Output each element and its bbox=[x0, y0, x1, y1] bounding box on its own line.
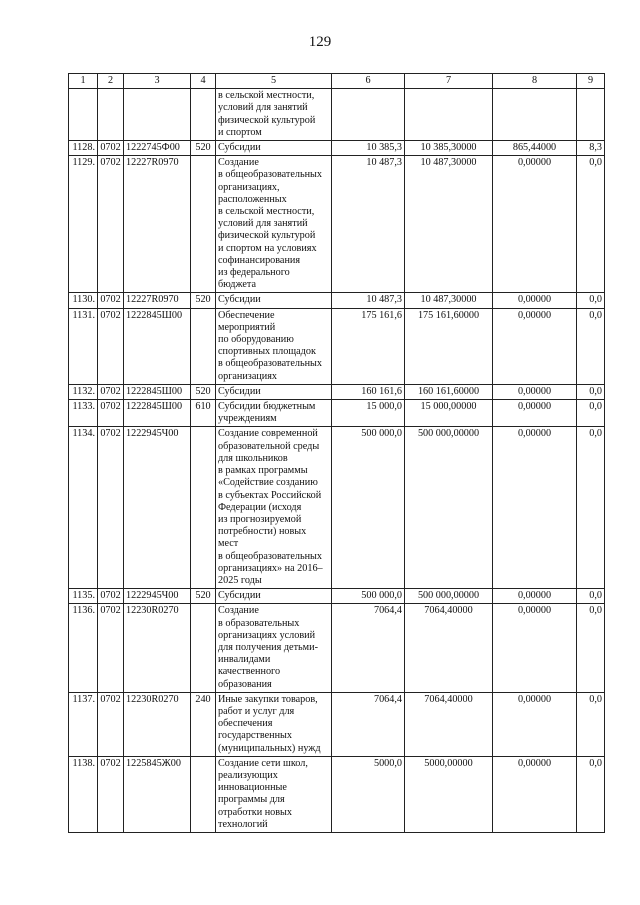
target-article-code bbox=[124, 89, 191, 141]
executed-amount: 0,00000 bbox=[493, 589, 577, 604]
table-row bbox=[69, 756, 605, 832]
executed-amount bbox=[493, 89, 577, 141]
row-number: 1134. bbox=[69, 427, 98, 589]
row-number: 1135. bbox=[69, 589, 98, 604]
executed-amount: 0,00000 bbox=[493, 692, 577, 756]
target-article-code: 12230R0270 bbox=[124, 692, 191, 756]
expense-type-code: 240 bbox=[191, 692, 216, 756]
table-row bbox=[69, 604, 605, 692]
executed-amount: 0,00000 bbox=[493, 427, 577, 589]
planned-amount: 175 161,60000 bbox=[405, 308, 493, 384]
table-row bbox=[69, 156, 605, 293]
target-article-code: 1222745Ф00 bbox=[124, 141, 191, 156]
header-col-8: 8 bbox=[493, 74, 577, 89]
table-row bbox=[69, 692, 605, 756]
header-col-1: 1 bbox=[69, 74, 98, 89]
percent-executed: 0,0 bbox=[577, 756, 605, 832]
section-code: 0702 bbox=[98, 756, 124, 832]
expense-type-code bbox=[191, 89, 216, 141]
page-number: 129 bbox=[308, 34, 332, 50]
description: Субсидии bbox=[216, 589, 332, 604]
planned-amount: 500 000,00000 bbox=[405, 589, 493, 604]
target-article-code: 1222945Ч00 bbox=[124, 427, 191, 589]
expense-type-code: 520 bbox=[191, 141, 216, 156]
section-code: 0702 bbox=[98, 384, 124, 399]
description: Субсидии bbox=[216, 293, 332, 308]
row-number: 1137. bbox=[69, 692, 98, 756]
expense-type-code bbox=[191, 604, 216, 692]
expense-type-code bbox=[191, 427, 216, 589]
header-col-2: 2 bbox=[98, 74, 124, 89]
approved-amount: 15 000,0 bbox=[332, 400, 405, 427]
approved-amount: 160 161,6 bbox=[332, 384, 405, 399]
row-number: 1138. bbox=[69, 756, 98, 832]
percent-executed: 0,0 bbox=[577, 293, 605, 308]
section-code: 0702 bbox=[98, 141, 124, 156]
header-col-3: 3 bbox=[124, 74, 191, 89]
header-col-4: 4 bbox=[191, 74, 216, 89]
planned-amount: 500 000,00000 bbox=[405, 427, 493, 589]
description: Создание в образовательных организациях условий для получения детьми- инвалидами качественного образования bbox=[216, 604, 332, 692]
row-number: 1136. bbox=[69, 604, 98, 692]
section-code: 0702 bbox=[98, 692, 124, 756]
percent-executed: 0,0 bbox=[577, 156, 605, 293]
description: Создание сети школ, реализующих инновационные программы для отработки новых технологий bbox=[216, 756, 332, 832]
approved-amount: 10 487,3 bbox=[332, 156, 405, 293]
expense-type-code bbox=[191, 156, 216, 293]
header-col-6: 6 bbox=[332, 74, 405, 89]
target-article-code: 12227R0970 bbox=[124, 156, 191, 293]
approved-amount: 500 000,0 bbox=[332, 589, 405, 604]
percent-executed: 0,0 bbox=[577, 692, 605, 756]
approved-amount: 7064,4 bbox=[332, 692, 405, 756]
executed-amount: 0,00000 bbox=[493, 156, 577, 293]
target-article-code: 12230R0270 bbox=[124, 604, 191, 692]
planned-amount: 10 487,30000 bbox=[405, 293, 493, 308]
target-article-code: 1222945Ч00 bbox=[124, 589, 191, 604]
section-code bbox=[98, 89, 124, 141]
planned-amount: 7064,40000 bbox=[405, 604, 493, 692]
target-article-code: 1225845Ж00 bbox=[124, 756, 191, 832]
description: Субсидии bbox=[216, 141, 332, 156]
table-row bbox=[69, 427, 605, 589]
planned-amount: 10 487,30000 bbox=[405, 156, 493, 293]
percent-executed: 0,0 bbox=[577, 384, 605, 399]
percent-executed: 0,0 bbox=[577, 427, 605, 589]
executed-amount: 0,00000 bbox=[493, 400, 577, 427]
row-number: 1131. bbox=[69, 308, 98, 384]
percent-executed: 0,0 bbox=[577, 308, 605, 384]
description: Субсидии bbox=[216, 384, 332, 399]
section-code: 0702 bbox=[98, 604, 124, 692]
executed-amount: 0,00000 bbox=[493, 756, 577, 832]
description: Создание в общеобразовательных организациях, расположенных в сельской местности, условий для занятий физической культурой и спортом на условиях софинансирования из федерального бюджета bbox=[216, 156, 332, 293]
percent-executed: 0,0 bbox=[577, 589, 605, 604]
planned-amount: 15 000,00000 bbox=[405, 400, 493, 427]
approved-amount bbox=[332, 89, 405, 141]
table-row bbox=[69, 308, 605, 384]
percent-executed: 0,0 bbox=[577, 604, 605, 692]
planned-amount bbox=[405, 89, 493, 141]
target-article-code: 1222845Ш00 bbox=[124, 308, 191, 384]
section-code: 0702 bbox=[98, 427, 124, 589]
planned-amount: 5000,00000 bbox=[405, 756, 493, 832]
row-number: 1130. bbox=[69, 293, 98, 308]
executed-amount: 0,00000 bbox=[493, 384, 577, 399]
expense-type-code: 610 bbox=[191, 400, 216, 427]
target-article-code: 1222845Ш00 bbox=[124, 384, 191, 399]
description: Иные закупки товаров, работ и услуг для обеспечения государственных (муниципальных) нужд bbox=[216, 692, 332, 756]
approved-amount: 175 161,6 bbox=[332, 308, 405, 384]
section-code: 0702 bbox=[98, 308, 124, 384]
header-row bbox=[69, 74, 605, 89]
planned-amount: 7064,40000 bbox=[405, 692, 493, 756]
approved-amount: 5000,0 bbox=[332, 756, 405, 832]
executed-amount: 0,00000 bbox=[493, 293, 577, 308]
row-number: 1128. bbox=[69, 141, 98, 156]
approved-amount: 500 000,0 bbox=[332, 427, 405, 589]
expense-type-code: 520 bbox=[191, 293, 216, 308]
executed-amount: 0,00000 bbox=[493, 308, 577, 384]
approved-amount: 10 385,3 bbox=[332, 141, 405, 156]
expense-type-code bbox=[191, 756, 216, 832]
section-code: 0702 bbox=[98, 293, 124, 308]
table-row bbox=[69, 589, 605, 604]
expense-type-code: 520 bbox=[191, 384, 216, 399]
percent-executed bbox=[577, 89, 605, 141]
header-col-5: 5 bbox=[216, 74, 332, 89]
table-row bbox=[69, 141, 605, 156]
description: в сельской местности, условий для занятий физической культурой и спортом bbox=[216, 89, 332, 141]
header-col-9: 9 bbox=[577, 74, 605, 89]
expense-type-code bbox=[191, 308, 216, 384]
expense-type-code: 520 bbox=[191, 589, 216, 604]
row-number bbox=[69, 89, 98, 141]
table-row bbox=[69, 400, 605, 427]
section-code: 0702 bbox=[98, 156, 124, 293]
executed-amount: 865,44000 bbox=[493, 141, 577, 156]
percent-executed: 8,3 bbox=[577, 141, 605, 156]
approved-amount: 10 487,3 bbox=[332, 293, 405, 308]
percent-executed: 0,0 bbox=[577, 400, 605, 427]
planned-amount: 10 385,30000 bbox=[405, 141, 493, 156]
header-col-7: 7 bbox=[405, 74, 493, 89]
row-number: 1133. bbox=[69, 400, 98, 427]
approved-amount: 7064,4 bbox=[332, 604, 405, 692]
target-article-code: 1222845Ш00 bbox=[124, 400, 191, 427]
row-number: 1129. bbox=[69, 156, 98, 293]
description: Обеспечение мероприятий по оборудованию спортивных площадок в общеобразовательных организациях bbox=[216, 308, 332, 384]
table-row bbox=[69, 89, 605, 141]
table-row bbox=[69, 384, 605, 399]
description: Субсидии бюджетным учреждениям bbox=[216, 400, 332, 427]
section-code: 0702 bbox=[98, 400, 124, 427]
budget-table bbox=[68, 73, 605, 833]
row-number: 1132. bbox=[69, 384, 98, 399]
section-code: 0702 bbox=[98, 589, 124, 604]
planned-amount: 160 161,60000 bbox=[405, 384, 493, 399]
description: Создание современной образовательной среды для школьников в рамках программы «Содействие созданию в субъектах Российской Федерации (исходя из прогнозируемой потребности) новых мест в общеобразовательных организациях» на 2016– 2025 годы bbox=[216, 427, 332, 589]
target-article-code: 12227R0970 bbox=[124, 293, 191, 308]
executed-amount: 0,00000 bbox=[493, 604, 577, 692]
table-row bbox=[69, 293, 605, 308]
